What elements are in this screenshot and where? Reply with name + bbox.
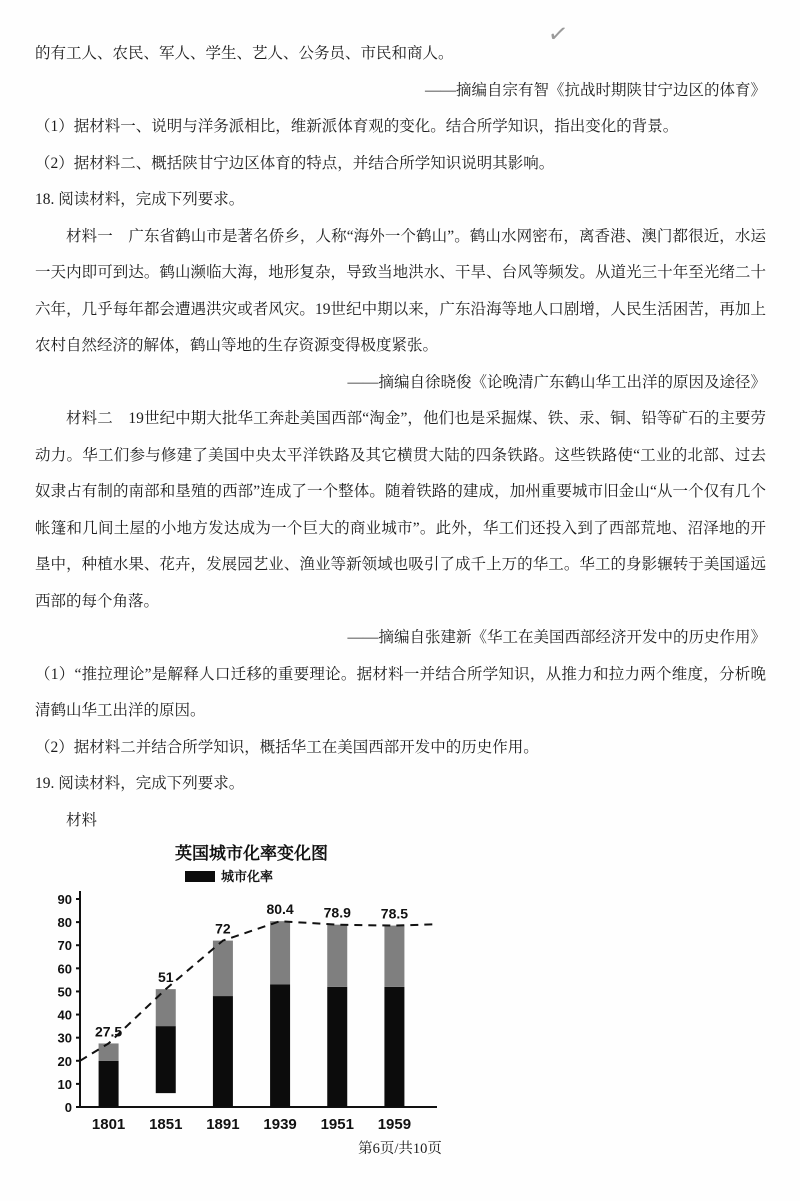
bar-gray-segment: [270, 921, 290, 984]
bar-value-label: 72: [215, 920, 231, 937]
chart-title: 英国城市化率变化图: [175, 844, 328, 863]
x-axis-label: 1951: [320, 1116, 354, 1133]
source-citation-1: ——摘编自宗有智《抗战时期陕甘宁边区的体育》: [424, 81, 766, 99]
y-tick-label: 50: [57, 984, 72, 1000]
material-2-text: 材料二 19世纪中期大批华工奔赴美国西部“淘金”，他们也是采掘煤、铁、汞、铜、铅等矿石的主要劳动力。华工们参与修建了美国中央太平洋铁路及其它横贯大陆的四条铁路。这些铁路使“工业的北部、过去奴隶占有制的南部和垦殖的西部”连成了一个整体。随着铁路的建成，加州重要城市旧金山“从一个仅有几个帐篷和几间土屋的小地方发达成为一个巨大的商业城市”。此外，华工们还投入到了西部荒地、沼泽地的开垦中，种植水果、花卉，发展园艺业、渔业等新领域也吸引了成千上万的华工。华工的身影辗转于美国遥远西部的每个角落。: [35, 410, 766, 610]
bar-value-label: 80.4: [266, 901, 294, 918]
y-tick-label: 0: [64, 1100, 72, 1115]
source-citation-2: ——摘编自徐晓俊《论晚清广东鹤山华工出洋的原因及途径》: [347, 373, 766, 391]
trend-line: [80, 921, 433, 1061]
x-axis-label: 1939: [263, 1116, 297, 1133]
bar-value-label: 78.5: [380, 905, 409, 922]
y-tick-label: 70: [57, 938, 72, 954]
bar-black-segment: [327, 987, 347, 1107]
material-1-text: 材料一 广东省鹤山市是著名侨乡，人称“海外一个鹤山”。鹤山水网密布，离香港、澳门都很近，水运一天内即可到达。鹤山濒临大海，地形复杂，导致当地洪水、干旱、台风等频发。从道光三十年至光绪二十六年，几乎每年都会遭遇洪灾或者风灾。19世纪中期以来，广东沿海等地人口剧增，人民生活困苦，再加上农村自然经济的解体，鹤山等地的生存资源变得极度紧张。: [35, 227, 766, 354]
bar-black-segment: [99, 1061, 119, 1107]
question-18-header: 18. 阅读材料，完成下列要求。: [35, 191, 245, 208]
question-18-part-1: （1）“推拉理论”是解释人口迁移的重要理论。据材料一并结合所学知识，从推力和拉力两个维度，分析晚清鹤山华工出洋的原因。: [35, 665, 766, 719]
question-17-part-1: （1）据材料一、说明与洋务派相比，维新派体育观的变化。结合所学知识，指出变化的背景。: [35, 118, 679, 135]
page-number: 第6页/共10页: [358, 1140, 442, 1157]
exam-content: [35, 36, 766, 1146]
source-citation-3: ——摘编自张建新《华工在美国西部经济开发中的历史作用》: [347, 629, 766, 646]
bar-gray-segment: [384, 926, 404, 987]
y-tick-label: 90: [57, 892, 72, 907]
material-label: 材料: [66, 811, 98, 829]
question-18-part-2: （2）据材料二并结合所学知识，概括华工在美国西部开发中的历史作用。: [35, 738, 539, 756]
checkmark-annotation: ✓: [546, 18, 570, 50]
bar-value-label: 78.9: [323, 904, 351, 921]
x-axis-label: 1801: [91, 1116, 126, 1133]
y-tick-label: 60: [57, 961, 72, 977]
bar-black-segment: [156, 1026, 176, 1093]
x-axis-label: 1851: [149, 1116, 183, 1133]
chart-container: [35, 841, 766, 1146]
y-tick-label: 20: [57, 1053, 72, 1069]
bar-value-label: 27.5: [94, 1023, 123, 1040]
y-tick-label: 40: [57, 1007, 72, 1023]
legend-label: 城市化率: [221, 869, 274, 884]
question-19-header: 19. 阅读材料，完成下列要求。: [35, 775, 245, 792]
bar-black-segment: [213, 996, 233, 1107]
bar-value-label: 51: [157, 969, 174, 986]
x-axis-label: 1891: [206, 1116, 240, 1133]
bar-gray-segment: [327, 925, 347, 987]
y-tick-label: 30: [57, 1030, 72, 1046]
x-axis-label: 1959: [377, 1116, 412, 1133]
y-tick-label: 10: [57, 1076, 72, 1092]
question-17-part-2: （2）据材料二、概括陕甘宁边区体育的特点，并结合所学知识说明其影响。: [35, 154, 555, 172]
bar-black-segment: [270, 985, 290, 1107]
urbanization-rate-chart: [35, 841, 465, 1141]
legend-swatch: [185, 871, 215, 882]
bar-black-segment: [384, 987, 404, 1107]
bar-gray-segment: [99, 1043, 119, 1060]
y-tick-label: 80: [57, 915, 72, 931]
bar-gray-segment: [213, 941, 233, 996]
paragraph-continuation: 的有工人、农民、军人、学生、艺人、公务员、市民和商人。: [35, 45, 454, 62]
